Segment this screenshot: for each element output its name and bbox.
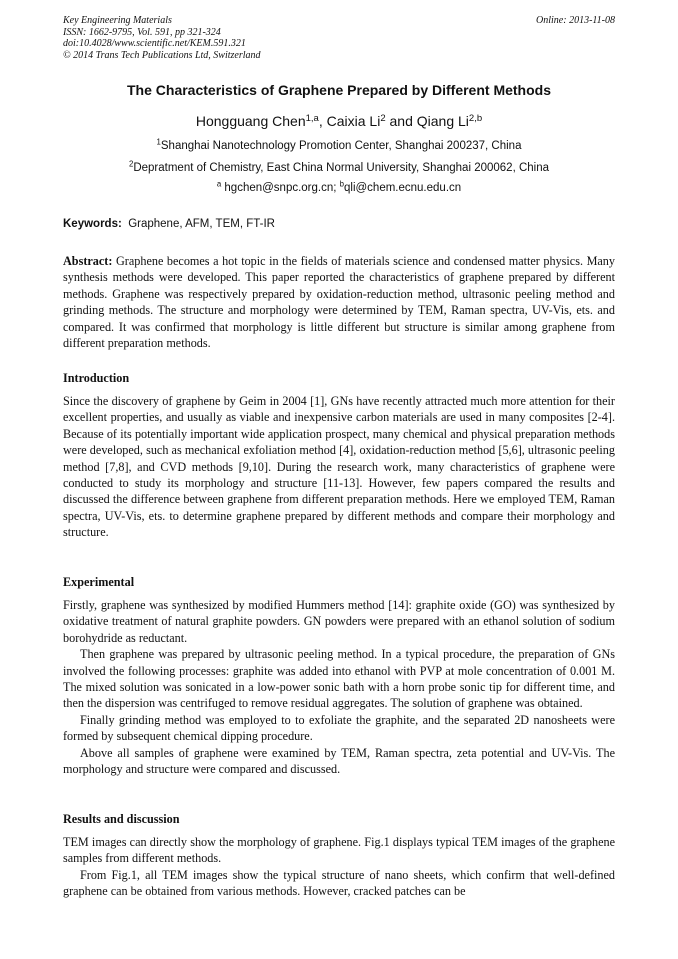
affiliation-2 xyxy=(40,159,638,174)
affiliation-text: Shanghai Nanotechnology Promotion Center, Shanghai 200237, China xyxy=(160,140,522,152)
issn-line: ISSN: 1662-9795, Vol. 591, pp 321-324 xyxy=(63,26,221,38)
paragraph: Then graphene was prepared by ultrasonic peeling method. In a typical procedure, the preparation of GNs involved the following processes: graphite was added into ethanol with PVP at mole concentration of 0.001 M. The mixed solution was sonicated in a low-power sonic bath with a horn probe sonic tip for different time, and then the dispersion was centrifuged to remove residual aggregates. The solution of graphene was obtained. xyxy=(63,647,615,711)
section-heading-introduction: Introduction xyxy=(63,371,130,385)
keywords-line xyxy=(63,218,615,230)
abstract xyxy=(63,253,615,351)
experimental-body xyxy=(63,597,615,777)
copyright-line: © 2014 Trans Tech Publications Ltd, Switzerland xyxy=(63,49,261,61)
author-list xyxy=(40,113,638,129)
email-line xyxy=(40,179,638,194)
email-address: qli@chem.ecnu.edu.cn xyxy=(344,182,462,194)
email-address: hgchen@snpc.org.cn; xyxy=(221,182,340,194)
author-name: Caixia Li xyxy=(326,113,381,129)
author-affiliation-mark: 1,a xyxy=(305,112,319,124)
affiliation-mark: 2 xyxy=(128,159,134,169)
paragraph: Above all samples of graphene were examined by TEM, Raman spectra, zeta potential and UV-Vis. The morphology and structure were compared and discussed. xyxy=(63,745,615,777)
paragraph: Since the discovery of graphene by Geim in 2004 [1], GNs have recently attracted much more attention for their excellent properties, and usually as viable and inexpensive carbon materials are used in many composites [2-4]. Because of its potentially important wide application prospect, many chemical and physical preparation methods were developed, such as mechanical exfoliation method [4], oxidation-reduction method [5,6], ultrasonic peeling method [7,8], and CVD methods [9,10]. During the research work, many characteristics of graphene were conducted to study its morphology and structure [11-13]. However, few papers compared the results and discussed the difference between graphene from different preparation methods. Here we employed TEM, Raman spectra, UV-Vis, ets. to determine graphene prepared by different methods and compare their morphology and structure. xyxy=(63,394,615,540)
section-heading-results: Results and discussion xyxy=(63,812,180,826)
results-body xyxy=(63,834,615,900)
paragraph: Firstly, graphene was synthesized by modified Hummers method [14]: graphite oxide (GO) was synthesized by oxidative treatment of natural graphite powders. GN powders were prepared with an ethanol solution of sodium borohydride as reductant. xyxy=(63,598,615,645)
affiliation-text: Depratment of Chemistry, East China Normal University, Shanghai 200062, China xyxy=(133,162,550,174)
abstract-text: Graphene becomes a hot topic in the fields of materials science and condensed matter physics. Many synthesis methods were developed. This paper reported the characteristics of graphene prepared by different methods. Graphene was respectively prepared by oxidation-reduction method, ultrasonic peeling method and grinding methods. The structure and morphology were determined by TEM, Raman spectra, UV-Vis, ets. and compared. It was confirmed that morphology is little different but structure is similar among graphene from different preparation methods. xyxy=(63,254,615,351)
author-name: Hongguang Chen xyxy=(195,113,306,129)
email-mark: b xyxy=(339,179,344,189)
paragraph: From Fig.1, all TEM images show the typical structure of nano sheets, which confirm that well-defined graphene can be obtained from various methods. However, cracked patches can be xyxy=(63,867,615,899)
author-separator: , xyxy=(318,113,327,129)
author-affiliation-mark: 2 xyxy=(380,112,386,124)
affiliation-mark: 1 xyxy=(156,137,161,147)
journal-header xyxy=(63,15,615,61)
paragraph: TEM images can directly show the morphology of graphene. Fig.1 displays typical TEM images of the graphene samples from different methods. xyxy=(63,835,615,866)
author-affiliation-mark: 2,b xyxy=(468,112,483,124)
doi-line: doi:10.4028/www.scientific.net/KEM.591.321 xyxy=(63,38,246,49)
email-mark: a xyxy=(216,179,222,189)
author-separator: and xyxy=(385,113,417,129)
paper-title: The Characteristics of Graphene Prepared by Different Methods xyxy=(127,82,551,98)
keywords-text: Graphene, AFM, TEM, FT-IR xyxy=(128,218,275,230)
affiliation-1 xyxy=(40,137,638,152)
introduction-body xyxy=(63,393,615,541)
section-heading-experimental: Experimental xyxy=(63,575,135,589)
journal-name: Key Engineering Materials xyxy=(63,15,172,26)
keywords-label: Keywords: xyxy=(63,218,122,230)
online-date: Online: 2013-11-08 xyxy=(536,15,615,26)
abstract-label: Abstract: xyxy=(63,254,113,268)
author-name: Qiang Li xyxy=(416,113,469,129)
paragraph: Finally grinding method was employed to to exfoliate the graphite, and the separated 2D nanosheets were formed by subsequent chemical dipping procedure. xyxy=(63,712,615,744)
